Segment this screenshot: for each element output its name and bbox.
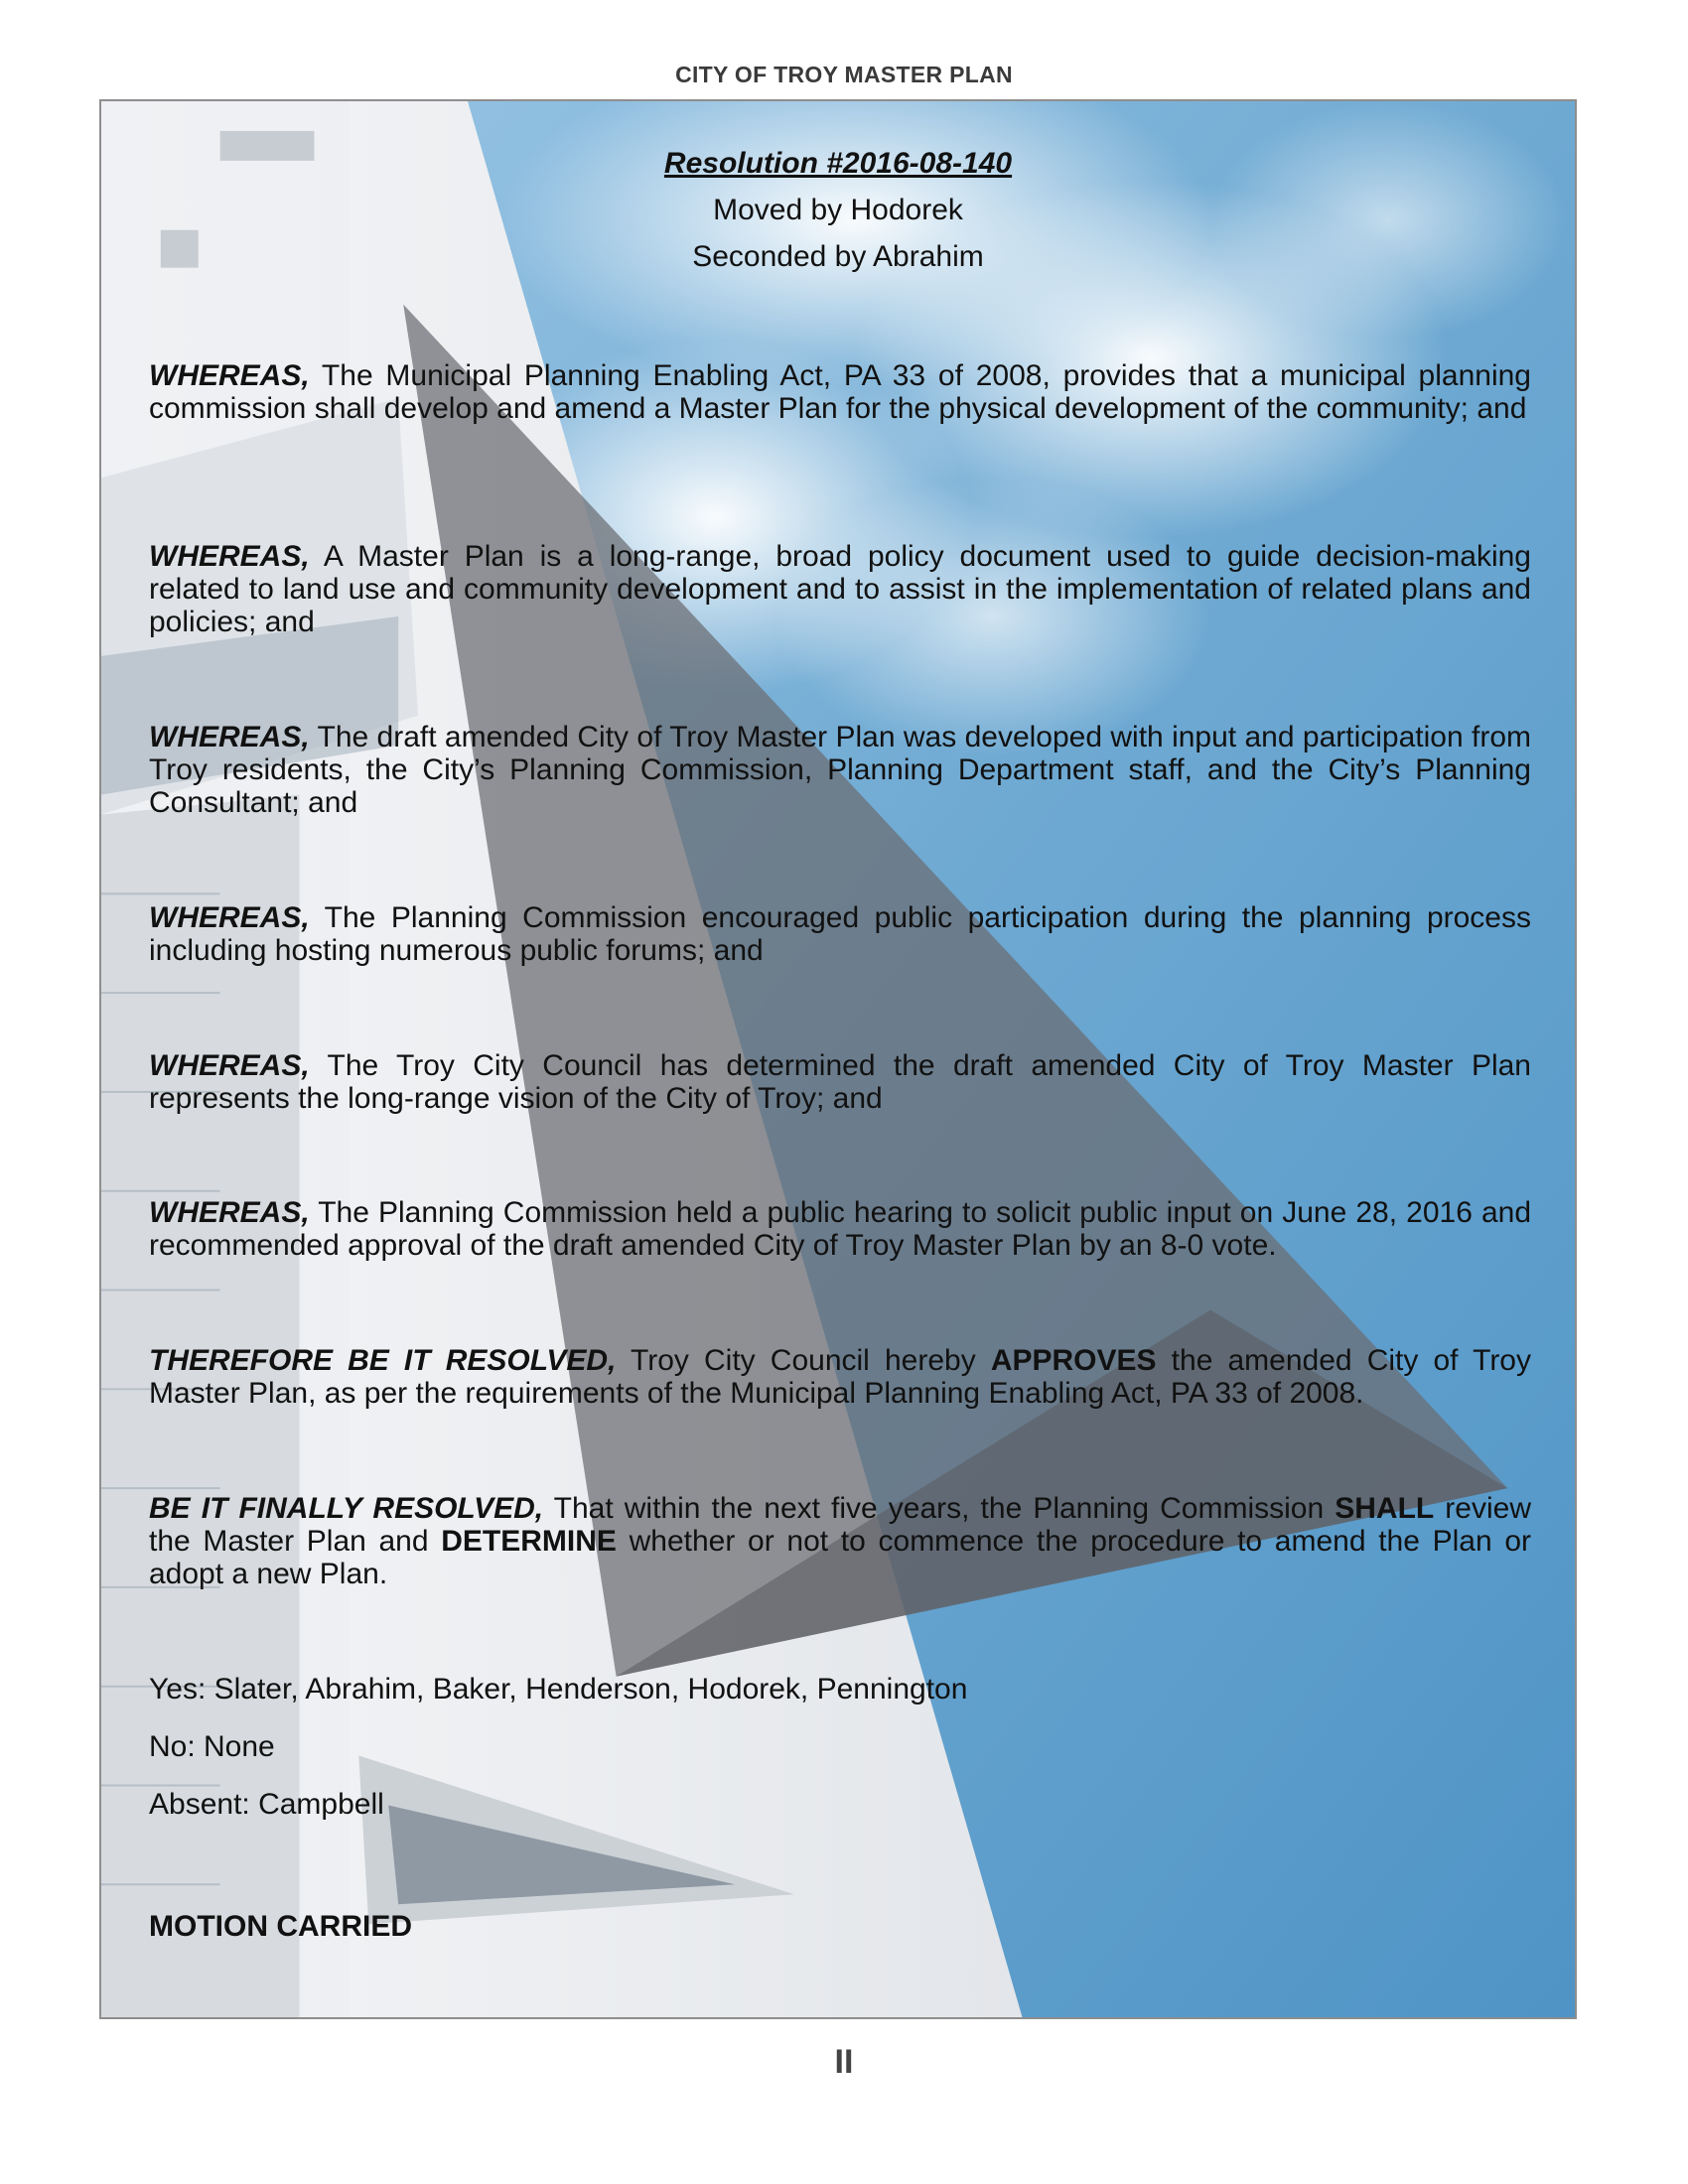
finally-keyword: BE IT FINALLY RESOLVED, [149,1492,544,1525]
determine-word: DETERMINE [441,1525,617,1558]
whereas-keyword: WHEREAS, [149,1049,310,1082]
moved-by: Moved by Hodorek [713,194,963,226]
whereas-text: The Troy City Council has determined the draft amended City of Troy Master Plan represents the long-range vision of the City of Troy; and [149,1049,1531,1115]
whereas-keyword: WHEREAS, [149,359,310,392]
page-number: II [834,2043,854,2081]
finally-text-2: review the Master Plan and [149,1492,1531,1558]
finally-text-1: That within the next five years, the Planning Commission [543,1492,1336,1525]
vote-yes: Yes: Slater, Abrahim, Baker, Henderson, Hodorek, Pennington [149,1673,968,1706]
whereas-keyword: WHEREAS, [149,901,310,934]
therefore-clause [149,1344,1531,1410]
whereas-text: The Municipal Planning Enabling Act, PA 33 of 2008, provides that a municipal planning commission shall develop and amend a Master Plan for the physical development of the community; and [149,359,1531,425]
therefore-keyword: THEREFORE BE IT RESOLVED, [149,1344,617,1377]
vote-absent: Absent: Campbell [149,1788,384,1821]
approves-word: APPROVES [990,1344,1157,1377]
vote-no: No: None [149,1730,275,1763]
whereas-keyword: WHEREAS, [149,1196,310,1229]
document-header: CITY OF TROY MASTER PLAN [675,62,1013,87]
whereas-keyword: WHEREAS, [149,721,310,753]
resolution-header [101,141,1575,280]
whereas-text: The draft amended City of Troy Master Plan was developed with input and participation from Troy residents, the City’s Planning Commission, Planning Department staff, and the City’s Planning Consultant; and [149,721,1531,819]
whereas-keyword: WHEREAS, [149,540,310,573]
motion-result: MOTION CARRIED [149,1910,412,1943]
whereas-clause-3 [149,721,1531,819]
whereas-text: The Planning Commission held a public hearing to solicit public input on June 28, 2016 and recommended approval of the draft amended City of Troy Master Plan by an 8-0 vote. [149,1196,1531,1262]
therefore-text-2: the amended City of Troy Master Plan, as per the requirements of the Municipal Planning Enabling Act, PA 33 of 2008. [149,1344,1531,1410]
finally-text-3: whether or not to commence the procedure to amend the Plan or adopt a new Plan. [149,1525,1532,1590]
whereas-clause-2 [149,540,1531,638]
finally-clause [149,1492,1531,1590]
whereas-clause-4 [149,901,1531,967]
whereas-text: A Master Plan is a long-range, broad policy document used to guide decision-making related to land use and community development and to assist in the implementation of related plans and policies; and [149,540,1531,638]
seconded-by: Seconded by Abrahim [692,240,984,273]
whereas-clause-5 [149,1049,1531,1115]
page-frame [99,99,1577,2019]
whereas-clause-1 [149,359,1531,425]
resolution-content [101,101,1575,2017]
therefore-text-1: Troy City Council hereby [616,1344,991,1377]
whereas-clause-6 [149,1196,1531,1262]
resolution-number: Resolution #2016-08-140 [663,147,1013,180]
whereas-text: The Planning Commission encouraged public participation during the planning process including hosting numerous public forums; and [149,901,1531,967]
shall-word: SHALL [1335,1492,1435,1525]
